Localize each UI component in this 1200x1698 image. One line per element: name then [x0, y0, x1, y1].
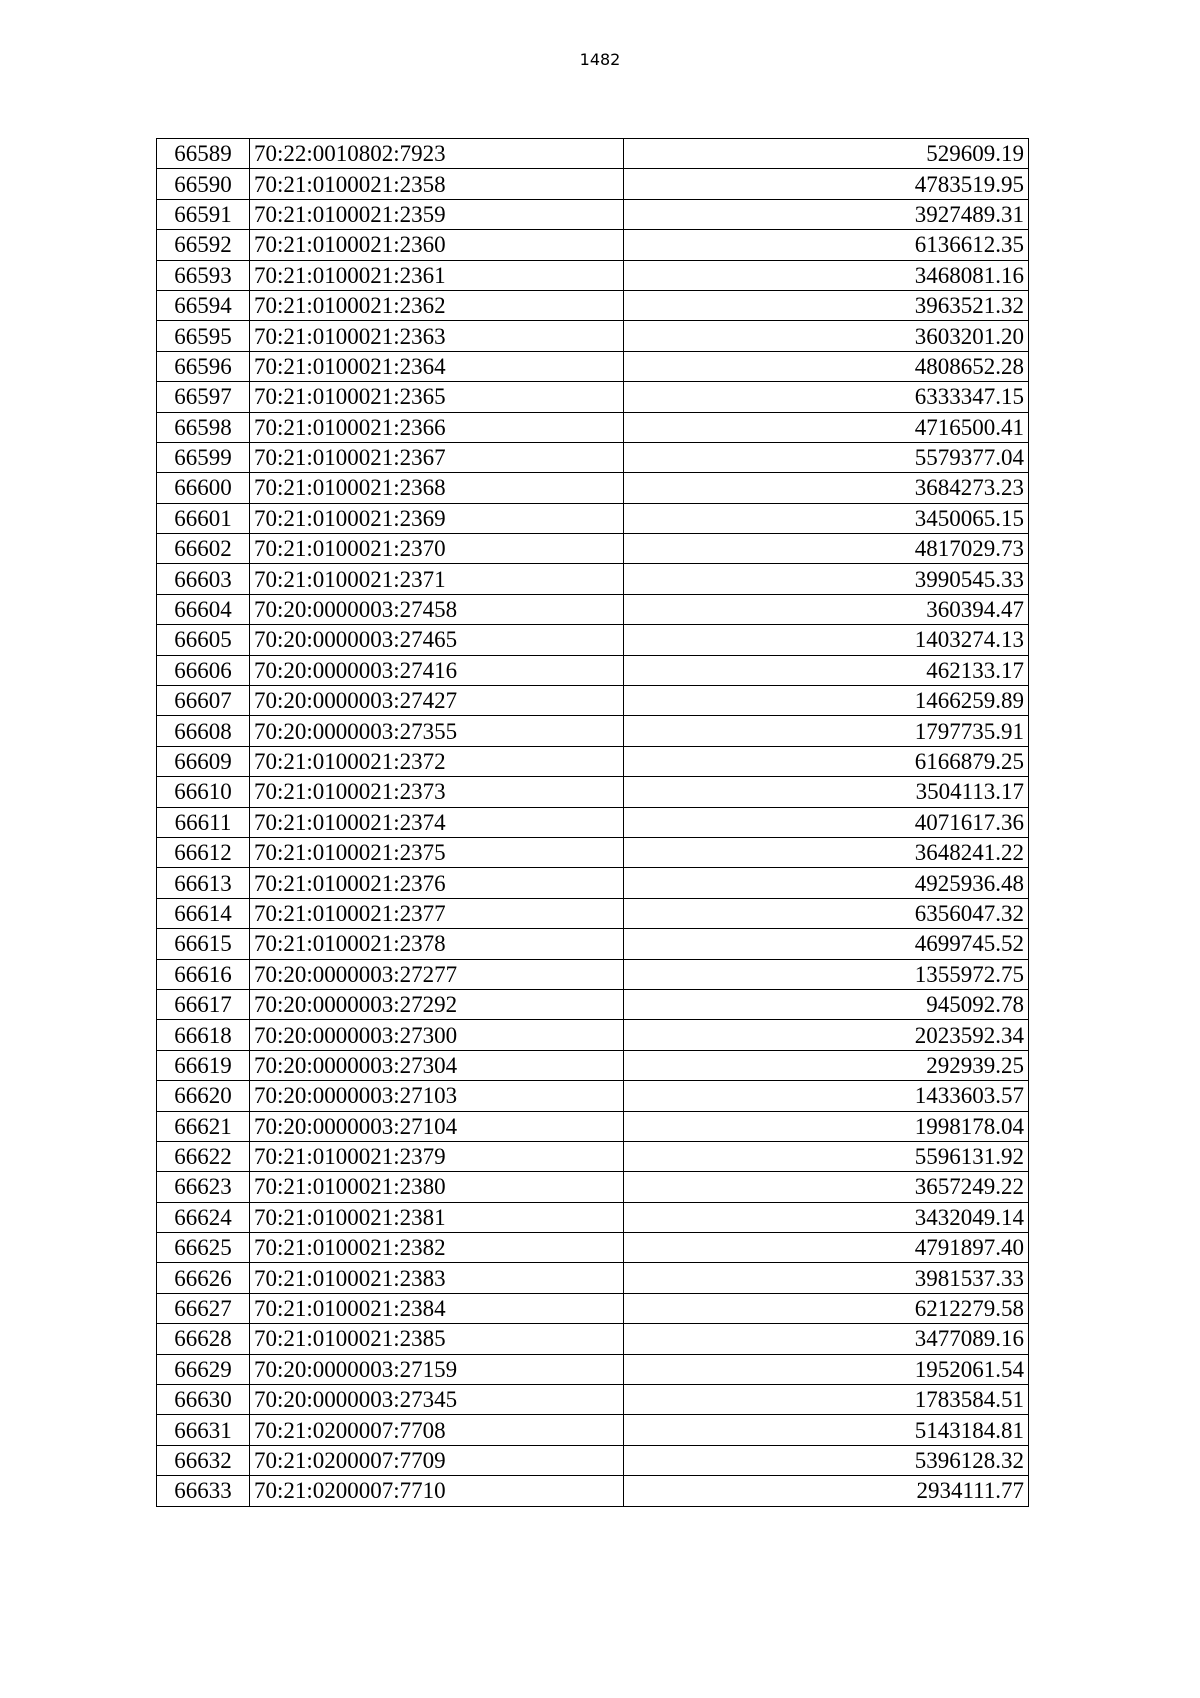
value-cell: 1797735.91: [624, 716, 1029, 746]
row-number-cell: 66607: [157, 686, 250, 716]
cadastral-number-cell: 70:21:0100021:2367: [250, 442, 624, 472]
table-row: [157, 564, 1029, 594]
value-cell: 4808652.28: [624, 351, 1029, 381]
table-row: [157, 169, 1029, 199]
table-row: [157, 1476, 1029, 1506]
table-row: [157, 655, 1029, 685]
value-cell: 360394.47: [624, 594, 1029, 624]
table-row: [157, 534, 1029, 564]
value-cell: 1403274.13: [624, 625, 1029, 655]
row-number-cell: 66618: [157, 1020, 250, 1050]
value-cell: 945092.78: [624, 989, 1029, 1019]
table-row: [157, 989, 1029, 1019]
table-row: [157, 594, 1029, 624]
value-cell: 6356047.32: [624, 898, 1029, 928]
cadastral-number-cell: 70:21:0100021:2360: [250, 230, 624, 260]
table-row: [157, 139, 1029, 169]
table-row: [157, 290, 1029, 320]
row-number-cell: 66589: [157, 139, 250, 169]
cadastral-number-cell: 70:20:0000003:27304: [250, 1050, 624, 1080]
table-row: [157, 412, 1029, 442]
value-cell: 3603201.20: [624, 321, 1029, 351]
table-row: [157, 1415, 1029, 1445]
row-number-cell: 66593: [157, 260, 250, 290]
table-row: [157, 625, 1029, 655]
cadastral-number-cell: 70:21:0100021:2365: [250, 382, 624, 412]
value-cell: 4716500.41: [624, 412, 1029, 442]
table-row: [157, 1293, 1029, 1323]
table-row: [157, 959, 1029, 989]
row-number-cell: 66604: [157, 594, 250, 624]
table-row: [157, 716, 1029, 746]
cadastral-number-cell: 70:22:0010802:7923: [250, 139, 624, 169]
cadastral-number-cell: 70:21:0100021:2384: [250, 1293, 624, 1323]
cadastral-number-cell: 70:20:0000003:27345: [250, 1385, 624, 1415]
cadastral-number-cell: 70:21:0100021:2381: [250, 1202, 624, 1232]
cadastral-number-cell: 70:20:0000003:27427: [250, 686, 624, 716]
cadastral-number-cell: 70:21:0100021:2374: [250, 807, 624, 837]
row-number-cell: 66602: [157, 534, 250, 564]
table-row: [157, 898, 1029, 928]
row-number-cell: 66632: [157, 1445, 250, 1475]
value-cell: 3450065.15: [624, 503, 1029, 533]
value-cell: 3477089.16: [624, 1324, 1029, 1354]
value-cell: 3504113.17: [624, 777, 1029, 807]
row-number-cell: 66590: [157, 169, 250, 199]
cadastral-number-cell: 70:21:0100021:2372: [250, 746, 624, 776]
cadastral-number-cell: 70:20:0000003:27103: [250, 1081, 624, 1111]
row-number-cell: 66633: [157, 1476, 250, 1506]
cadastral-number-cell: 70:21:0100021:2385: [250, 1324, 624, 1354]
cadastral-number-cell: 70:20:0000003:27159: [250, 1354, 624, 1384]
row-number-cell: 66605: [157, 625, 250, 655]
row-number-cell: 66611: [157, 807, 250, 837]
table-row: [157, 473, 1029, 503]
row-number-cell: 66630: [157, 1385, 250, 1415]
row-number-cell: 66621: [157, 1111, 250, 1141]
table-row: [157, 230, 1029, 260]
row-number-cell: 66597: [157, 382, 250, 412]
table-row: [157, 1324, 1029, 1354]
table-row: [157, 1172, 1029, 1202]
cadastral-number-cell: 70:21:0200007:7709: [250, 1445, 624, 1475]
cadastral-number-cell: 70:21:0100021:2369: [250, 503, 624, 533]
cadastral-number-cell: 70:21:0100021:2366: [250, 412, 624, 442]
value-cell: 4071617.36: [624, 807, 1029, 837]
row-number-cell: 66614: [157, 898, 250, 928]
table-row: [157, 1020, 1029, 1050]
table-row: [157, 321, 1029, 351]
table-row: [157, 260, 1029, 290]
table-row: [157, 807, 1029, 837]
cadastral-number-cell: 70:21:0100021:2375: [250, 837, 624, 867]
row-number-cell: 66624: [157, 1202, 250, 1232]
value-cell: 6136612.35: [624, 230, 1029, 260]
row-number-cell: 66617: [157, 989, 250, 1019]
value-cell: 3432049.14: [624, 1202, 1029, 1232]
table-row: [157, 1202, 1029, 1232]
value-cell: 3468081.16: [624, 260, 1029, 290]
cadastral-number-cell: 70:21:0100021:2362: [250, 290, 624, 320]
row-number-cell: 66619: [157, 1050, 250, 1080]
data-table: [156, 138, 1029, 1507]
value-cell: 462133.17: [624, 655, 1029, 685]
value-cell: 6212279.58: [624, 1293, 1029, 1323]
table-row: [157, 351, 1029, 381]
row-number-cell: 66609: [157, 746, 250, 776]
table-row: [157, 1263, 1029, 1293]
row-number-cell: 66628: [157, 1324, 250, 1354]
cadastral-number-cell: 70:21:0100021:2361: [250, 260, 624, 290]
cadastral-number-cell: 70:21:0100021:2382: [250, 1233, 624, 1263]
row-number-cell: 66592: [157, 230, 250, 260]
value-cell: 3648241.22: [624, 837, 1029, 867]
value-cell: 6166879.25: [624, 746, 1029, 776]
cadastral-number-cell: 70:20:0000003:27300: [250, 1020, 624, 1050]
value-cell: 5396128.32: [624, 1445, 1029, 1475]
table-row: [157, 1385, 1029, 1415]
row-number-cell: 66626: [157, 1263, 250, 1293]
cadastral-number-cell: 70:21:0100021:2371: [250, 564, 624, 594]
value-cell: 1433603.57: [624, 1081, 1029, 1111]
row-number-cell: 66623: [157, 1172, 250, 1202]
row-number-cell: 66616: [157, 959, 250, 989]
cadastral-number-cell: 70:20:0000003:27292: [250, 989, 624, 1019]
cadastral-number-cell: 70:21:0100021:2359: [250, 199, 624, 229]
value-cell: 1783584.51: [624, 1385, 1029, 1415]
table-row: [157, 382, 1029, 412]
row-number-cell: 66603: [157, 564, 250, 594]
cadastral-number-cell: 70:21:0100021:2368: [250, 473, 624, 503]
table-row: [157, 686, 1029, 716]
row-number-cell: 66596: [157, 351, 250, 381]
value-cell: 1952061.54: [624, 1354, 1029, 1384]
value-cell: 1355972.75: [624, 959, 1029, 989]
value-cell: 1998178.04: [624, 1111, 1029, 1141]
cadastral-number-cell: 70:20:0000003:27104: [250, 1111, 624, 1141]
row-number-cell: 66598: [157, 412, 250, 442]
table-row: [157, 929, 1029, 959]
value-cell: 4925936.48: [624, 868, 1029, 898]
row-number-cell: 66620: [157, 1081, 250, 1111]
value-cell: 2023592.34: [624, 1020, 1029, 1050]
value-cell: 5579377.04: [624, 442, 1029, 472]
value-cell: 292939.25: [624, 1050, 1029, 1080]
row-number-cell: 66625: [157, 1233, 250, 1263]
cadastral-number-cell: 70:21:0200007:7710: [250, 1476, 624, 1506]
value-cell: 6333347.15: [624, 382, 1029, 412]
cadastral-number-cell: 70:21:0100021:2376: [250, 868, 624, 898]
row-number-cell: 66594: [157, 290, 250, 320]
table-row: [157, 746, 1029, 776]
cadastral-number-cell: 70:20:0000003:27465: [250, 625, 624, 655]
value-cell: 3927489.31: [624, 199, 1029, 229]
row-number-cell: 66608: [157, 716, 250, 746]
table-row: [157, 442, 1029, 472]
cadastral-number-cell: 70:21:0100021:2370: [250, 534, 624, 564]
cadastral-number-cell: 70:21:0100021:2377: [250, 898, 624, 928]
table-row: [157, 1081, 1029, 1111]
cadastral-number-cell: 70:21:0100021:2383: [250, 1263, 624, 1293]
value-cell: 4783519.95: [624, 169, 1029, 199]
table-row: [157, 503, 1029, 533]
value-cell: 3981537.33: [624, 1263, 1029, 1293]
value-cell: 4817029.73: [624, 534, 1029, 564]
value-cell: 3963521.32: [624, 290, 1029, 320]
row-number-cell: 66599: [157, 442, 250, 472]
row-number-cell: 66606: [157, 655, 250, 685]
value-cell: 2934111.77: [624, 1476, 1029, 1506]
table-body: [157, 139, 1029, 1507]
table-row: [157, 1111, 1029, 1141]
cadastral-number-cell: 70:21:0100021:2364: [250, 351, 624, 381]
cadastral-number-cell: 70:20:0000003:27416: [250, 655, 624, 685]
table-row: [157, 777, 1029, 807]
cadastral-number-cell: 70:20:0000003:27277: [250, 959, 624, 989]
value-cell: 4699745.52: [624, 929, 1029, 959]
value-cell: 3990545.33: [624, 564, 1029, 594]
table-row: [157, 199, 1029, 229]
table-row: [157, 1141, 1029, 1171]
row-number-cell: 66595: [157, 321, 250, 351]
table-row: [157, 837, 1029, 867]
table-row: [157, 868, 1029, 898]
row-number-cell: 66612: [157, 837, 250, 867]
cadastral-number-cell: 70:21:0100021:2358: [250, 169, 624, 199]
cadastral-number-cell: 70:21:0100021:2380: [250, 1172, 624, 1202]
value-cell: 1466259.89: [624, 686, 1029, 716]
page-number: 1482: [579, 50, 621, 69]
row-number-cell: 66600: [157, 473, 250, 503]
value-cell: 4791897.40: [624, 1233, 1029, 1263]
row-number-cell: 66601: [157, 503, 250, 533]
cadastral-number-cell: 70:20:0000003:27458: [250, 594, 624, 624]
row-number-cell: 66613: [157, 868, 250, 898]
cadastral-number-cell: 70:21:0100021:2379: [250, 1141, 624, 1171]
row-number-cell: 66629: [157, 1354, 250, 1384]
table-row: [157, 1050, 1029, 1080]
cadastral-number-cell: 70:21:0200007:7708: [250, 1415, 624, 1445]
value-cell: 3657249.22: [624, 1172, 1029, 1202]
value-cell: 5596131.92: [624, 1141, 1029, 1171]
table-row: [157, 1233, 1029, 1263]
value-cell: 5143184.81: [624, 1415, 1029, 1445]
row-number-cell: 66622: [157, 1141, 250, 1171]
value-cell: 3684273.23: [624, 473, 1029, 503]
row-number-cell: 66627: [157, 1293, 250, 1323]
cadastral-number-cell: 70:21:0100021:2363: [250, 321, 624, 351]
row-number-cell: 66610: [157, 777, 250, 807]
row-number-cell: 66631: [157, 1415, 250, 1445]
row-number-cell: 66591: [157, 199, 250, 229]
table-row: [157, 1354, 1029, 1384]
cadastral-number-cell: 70:21:0100021:2373: [250, 777, 624, 807]
row-number-cell: 66615: [157, 929, 250, 959]
table-row: [157, 1445, 1029, 1475]
cadastral-number-cell: 70:20:0000003:27355: [250, 716, 624, 746]
value-cell: 529609.19: [624, 139, 1029, 169]
cadastral-number-cell: 70:21:0100021:2378: [250, 929, 624, 959]
